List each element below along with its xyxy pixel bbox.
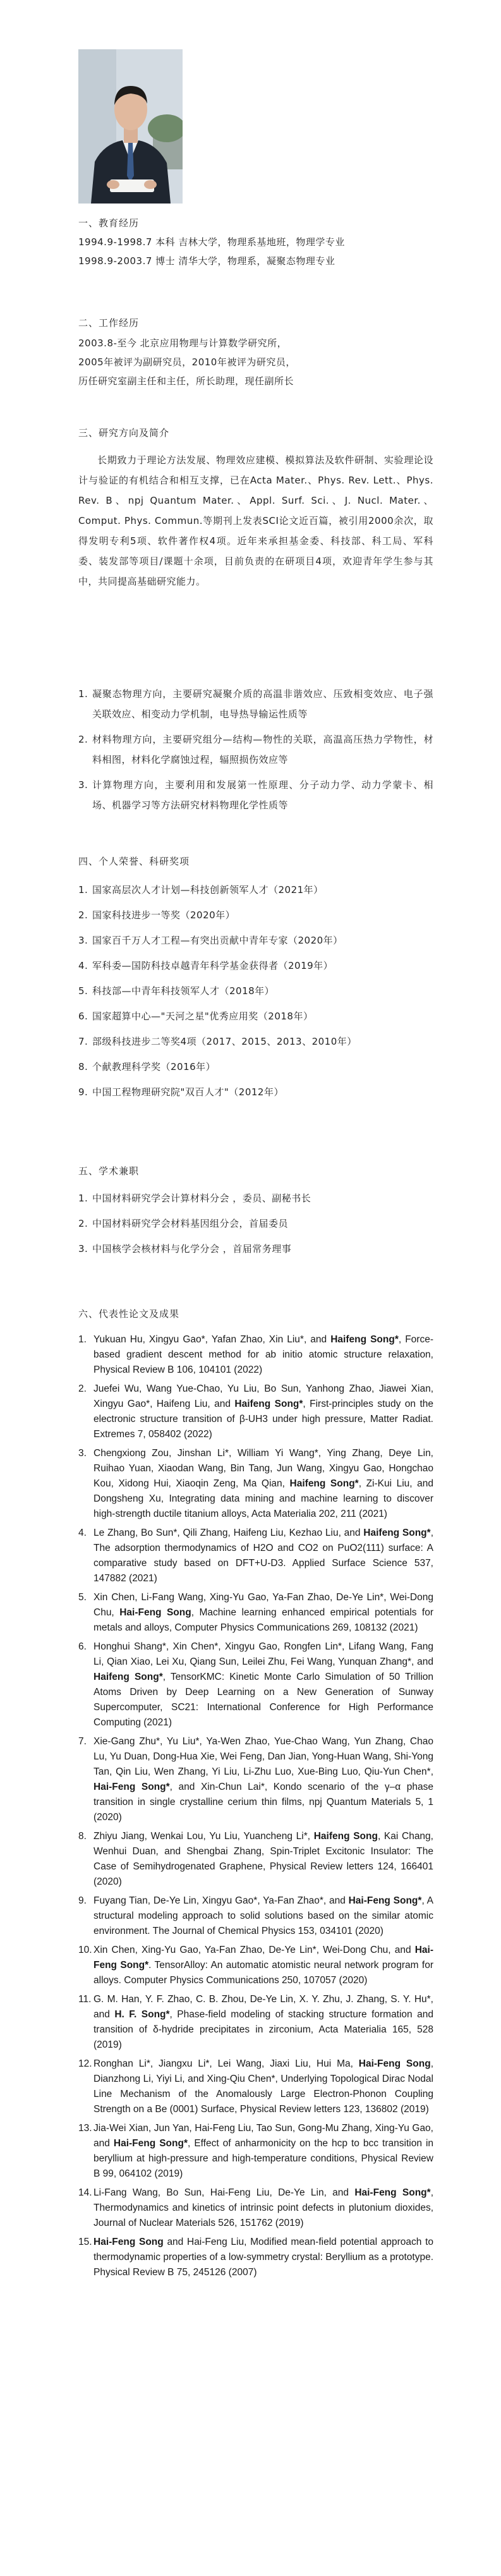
publication-text: Xin Chen, Xing-Yu Gao, Ya-Fan Zhao, De-Ye Lin*, Wei-Dong Chu, and Hai-Feng Song*. TensorAlloy: An automatic atomistic neural network program for alloys. Computer Physics Communications 250, 107057 (2020): [94, 1945, 433, 1986]
publication-item: [78, 2185, 433, 2231]
publication-author-highlight: Haifeng Song*: [330, 1334, 399, 1345]
position-item: 2. 中国材料研究学会材料基因组分会，首届委员: [78, 1218, 289, 1229]
publication-author-highlight: Haifeng Song*: [363, 1528, 431, 1538]
positions-list: [78, 1186, 433, 1261]
publication-number: 1.: [78, 1334, 87, 1345]
publication-author-highlight: Hai-Feng Song*: [94, 1782, 170, 1792]
portrait-photo: [78, 49, 183, 204]
publication-number: 7.: [78, 1736, 87, 1747]
publication-item: [78, 1893, 433, 1939]
publication-number: 14.: [78, 2187, 92, 2198]
publication-item: [78, 2235, 433, 2280]
honor-item: 4. 军科委—国防科技卓越青年科学基金获得者（2019年）: [78, 960, 334, 971]
publication-number: 12.: [78, 2058, 92, 2069]
publication-text: Honghui Shang*, Xin Chen*, Xingyu Gao, Rongfen Lin*, Lifang Wang, Fang Li, Qian Xiao, Lei Xu, Qiang Sun, Leilei Zhu, Fei Wang, Yunquan Zhang*, and Haifeng Song*, TensorKMC: Kinetic Monte Carlo Simulation of 50 Trillion Atoms Driven by Deep Learning on a New Generation of Sunway Supercomputer, SC21: International Conference for High Performance Computing (2021): [94, 1641, 434, 1728]
honor-item: 5. 科技部—中青年科技领军人才（2018年）: [78, 985, 275, 997]
publication-author-highlight: Hai-Feng Song: [358, 2058, 431, 2069]
publication-text: Xie-Gang Zhu*, Yu Liu*, Ya-Wen Zhao, Yue-Chao Wang, Yun Zhang, Chao Lu, Yu Duan, Dong-Hua Xie, Wei Feng, Dan Jian, Yong-Huan Wang, Shi-Yong Tan, Qin Liu, Wen Zhang, Yi Liu, Li-Zhu Luo, Xue-Bing Luo, Qiu-Yun Chen*, Hai-Feng Song*, and Xin-Chun Lai*, Kondo scenario of the γ–α phase transition in single crystalline cerium thin films, npj Quantum Materials 5, 1 (2020): [94, 1736, 434, 1823]
publication-item: [78, 1734, 433, 1825]
publication-author-highlight: Hai-Feng Song*: [348, 1895, 422, 1906]
publication-item: [78, 1332, 433, 1378]
publication-number: 13.: [78, 2123, 92, 2134]
publication-author-highlight: Haifeng Song: [313, 1831, 378, 1842]
honor-item: 7. 部级科技进步二等奖4项（2017、2015、2013、2010年）: [78, 1036, 357, 1047]
publication-author-highlight: Haifeng Song*: [234, 1399, 303, 1409]
publication-item: [78, 1446, 433, 1522]
publication-text: Zhiyu Jiang, Wenkai Lou, Yu Liu, Yuancheng Li*, Haifeng Song, Kai Chang, Wenhui Duan, and Shengbai Zhang, Spin-Triplet Excitonic Insulator: The Case of Semihydrogenated Graphene, Physical Review letters 124, 166401 (2020): [94, 1831, 433, 1887]
publication-text: Fuyang Tian, De-Ye Lin, Xingyu Gao*, Ya-Fan Zhao*, and Hai-Feng Song*, A structural modeling approach to solid solutions based on the similar atomic environment. The Journal of Chemical Physics 153, 034101 (2020): [94, 1895, 433, 1936]
publication-number: 4.: [78, 1528, 87, 1538]
publication-item: [78, 2057, 433, 2117]
work-item: 历任研究室副主任和主任，所长助理，现任副所长: [78, 375, 294, 387]
publication-text: Juefei Wu, Wang Yue-Chao, Yu Liu, Bo Sun, Yanhong Zhao, Jiawei Xian, Xingyu Gao*, Haifeng Liu, and Haifeng Song*, First-principles study on the electronic structure transition of β-UH3 under high pressure, Matter Radiat. Extremes 7, 058402 (2022): [94, 1383, 433, 1440]
publication-author-highlight: Hai-Feng Song: [94, 2237, 164, 2247]
education-title: 一、教育经历: [78, 217, 140, 229]
publication-author-highlight: H. F. Song*: [114, 2009, 170, 2020]
publication-text: Ronghan Li*, Jiangxu Li*, Lei Wang, Jiaxi Liu, Hui Ma, Hai-Feng Song, Dianzhong Li, Yiyi Li, and Xing-Qiu Chen*, Underlying Topological Dirac Nodal Line Mechanism of the Anomalously Large Electron-Phonon Coupling Strength on a Be (0001) Surface, Physical Review letters 123, 136802 (2019): [94, 2058, 433, 2115]
publication-author-highlight: Hai-Feng Song*: [113, 2138, 188, 2149]
publication-item: [78, 1829, 433, 1890]
research-direction-item: 3. 计算物理方向，主要利用和发展第一性原理、分子动力学、动力学蒙卡、相场、机器学习等方法研究材料物理化学性质等: [78, 779, 433, 811]
publication-text: Li-Fang Wang, Bo Sun, Hai-Feng Liu, De-Ye Lin, and Hai-Feng Song*, Thermodynamics and kinetics of intrinsic point defects in plutonium dioxides, Journal of Nuclear Materials 526, 151762 (2019): [94, 2187, 433, 2228]
publication-text: Yukuan Hu, Xingyu Gao*, Yafan Zhao, Xin Liu*, and Haifeng Song*, Force-based gradient descent method for ab initio atomic structure relaxation, Physical Review B 106, 104101 (2022): [94, 1334, 433, 1375]
portrait-icon: [78, 49, 183, 204]
publication-number: 11.: [78, 1994, 92, 2005]
education-item: 1998.9-2003.7 博士 清华大学，物理系，凝聚态物理专业: [78, 255, 335, 267]
publications-title: 六、代表性论文及成果: [78, 1308, 180, 1320]
research-direction-item: 1. 凝聚态物理方向，主要研究凝聚介质的高温非谐效应、压致相变效应、电子强关联效应、相变动力学机制，电导热导输运性质等: [78, 688, 433, 720]
honor-item: 1. 国家高层次人才计划—科技创新领军人才（2021年）: [78, 884, 323, 896]
work-title: 二、工作经历: [78, 317, 140, 329]
research-title: 三、研究方向及简介: [78, 427, 170, 439]
honor-item: 3. 国家百千万人才工程—有突出贡献中青年专家（2020年）: [78, 935, 343, 946]
publication-number: 10.: [78, 1945, 92, 1955]
publication-text: Le Zhang, Bo Sun*, Qili Zhang, Haifeng Liu, Kezhao Liu, and Haifeng Song*, The adsorption thermodynamics of H2O and CO2 on PuO2(111) surface: A comparative study based on DFT+U-D3. Applied Surface Science 537, 147882 (2021): [94, 1528, 433, 1584]
position-item: 1. 中国材料研究学会计算材料分会 ，委员、副秘书长: [78, 1193, 311, 1204]
honor-item: 6. 国家超算中心—"天河之星"优秀应用奖（2018年）: [78, 1011, 313, 1022]
publication-number: 8.: [78, 1831, 87, 1842]
research-intro-text: 长期致力于理论方法发展、物理效应建模、模拟算法及软件研制、实验理论设计与验证的有机结合和相互支撑，已在Acta Mater.、Phys. Rev. Lett.、Phys. Rev. B、npj Quantum Mater.、Appl. Surf. Sci.、J. Nucl. Mater.、Comput. Phys. Commun.等期刊上发表SCI论文近百篇，被引用2000余次，取得发明专利5项、软件著作权4项。近年来承担基金委、科技部、科工局、军科委、装发部等项目/课题十余项，目前负责的在研项目4项，欢迎青年学生参与其中，共同提高基础研究能力。: [78, 454, 433, 587]
publication-author-highlight: Hai-Feng Song*: [354, 2187, 431, 2198]
publication-item: [78, 1382, 433, 1442]
work-item: 2005年被评为副研究员，2010年被评为研究员，: [78, 356, 296, 368]
honor-item: 9. 中国工程物理研究院"双百人才"（2012年）: [78, 1086, 284, 1098]
publication-item: [78, 2121, 433, 2182]
publication-item: [78, 1639, 433, 1730]
publication-author-highlight: Hai-Feng Song*: [94, 1945, 433, 1971]
honor-item: 8. 个献教理科学奖（2016年）: [78, 1061, 216, 1072]
work-item: 2003.8-至今 北京应用物理与计算数学研究所，: [78, 337, 287, 349]
research-direction-item: 2. 材料物理方向，主要研究组分—结构—物性的关联，高温高压热力学物性，材料相图，材料化学腐蚀过程，辐照损伤效应等: [78, 734, 433, 765]
publication-number: 3.: [78, 1448, 87, 1459]
publication-number: 9.: [78, 1895, 87, 1906]
positions-title: 五、学术兼职: [78, 1165, 140, 1177]
honors-title: 四、个人荣誉、科研奖项: [78, 856, 190, 867]
publication-item: [78, 1943, 433, 1988]
honors-list: [78, 877, 433, 1105]
publication-text: Hai-Feng Song and Hai-Feng Liu, Modified mean-field potential approach to thermodynamic properties of a low-symmetry crystal: Beryllium as a prototype. Physical Review B 75, 245126 (2007): [94, 2237, 434, 2278]
publication-author-highlight: Haifeng Song*: [94, 1672, 163, 1682]
publication-number: 15.: [78, 2237, 92, 2247]
publication-text: G. M. Han, Y. F. Zhao, C. B. Zhou, De-Ye Lin, X. Y. Zhu, J. Zhang, S. Y. Hu*, and H. F. Song*, Phase-field modeling of stacking structure formation and transition of δ-hydride precipitates in zirconium, Acta Materialia 165, 528 (2019): [94, 1994, 433, 2050]
education-item: 1994.9-1998.7 本科 吉林大学，物理系基地班，物理学专业: [78, 236, 345, 248]
publication-item: [78, 1992, 433, 2053]
publication-item: [78, 1590, 433, 1636]
publication-number: 2.: [78, 1383, 87, 1394]
position-item: 3. 中国核学会核材料与化学分会 ，首届常务理事: [78, 1243, 292, 1255]
publication-text: Jia-Wei Xian, Jun Yan, Hai-Feng Liu, Tao Sun, Gong-Mu Zhang, Xing-Yu Gao, and Hai-Feng Song*, Effect of anharmonicity on the hcp to bcc transition in beryllium at high-pressure and high-temperature conditions, Physical Review B 99, 064102 (2019): [94, 2123, 434, 2179]
publication-author-highlight: Haifeng Song*: [289, 1478, 359, 1489]
publication-number: 5.: [78, 1592, 87, 1603]
publication-number: 6.: [78, 1641, 87, 1652]
honor-item: 2. 国家科技进步一等奖（2020年）: [78, 909, 236, 921]
publications-list: [78, 1332, 433, 2280]
publication-item: [78, 1526, 433, 1586]
research-intro: [78, 450, 433, 592]
publication-text: Xin Chen, Li-Fang Wang, Xing-Yu Gao, Ya-Fan Zhao, De-Ye Lin*, Wei-Dong Chu, Hai-Feng Song, Machine learning enhanced empirical potentials for metals and alloys, Computer Physics Communications 269, 108132 (2021): [94, 1592, 433, 1633]
publication-author-highlight: Hai-Feng Song: [119, 1607, 191, 1618]
publication-text: Chengxiong Zou, Jinshan Li*, William Yi Wang*, Ying Zhang, Deye Lin, Ruihao Yuan, Xiaodan Wang, Bin Tang, Jun Wang, Xingyu Gao, Hongchao Kou, Xidong Hui, Xiaoqin Zeng, Ma Qian, Haifeng Song*, Zi-Kui Liu, and Dongsheng Xu, Integrating data mining and machine learning to discover high-strength ductile titanium alloys, Acta Materialia 202, 211 (2021): [94, 1448, 434, 1519]
research-directions: [78, 684, 433, 815]
